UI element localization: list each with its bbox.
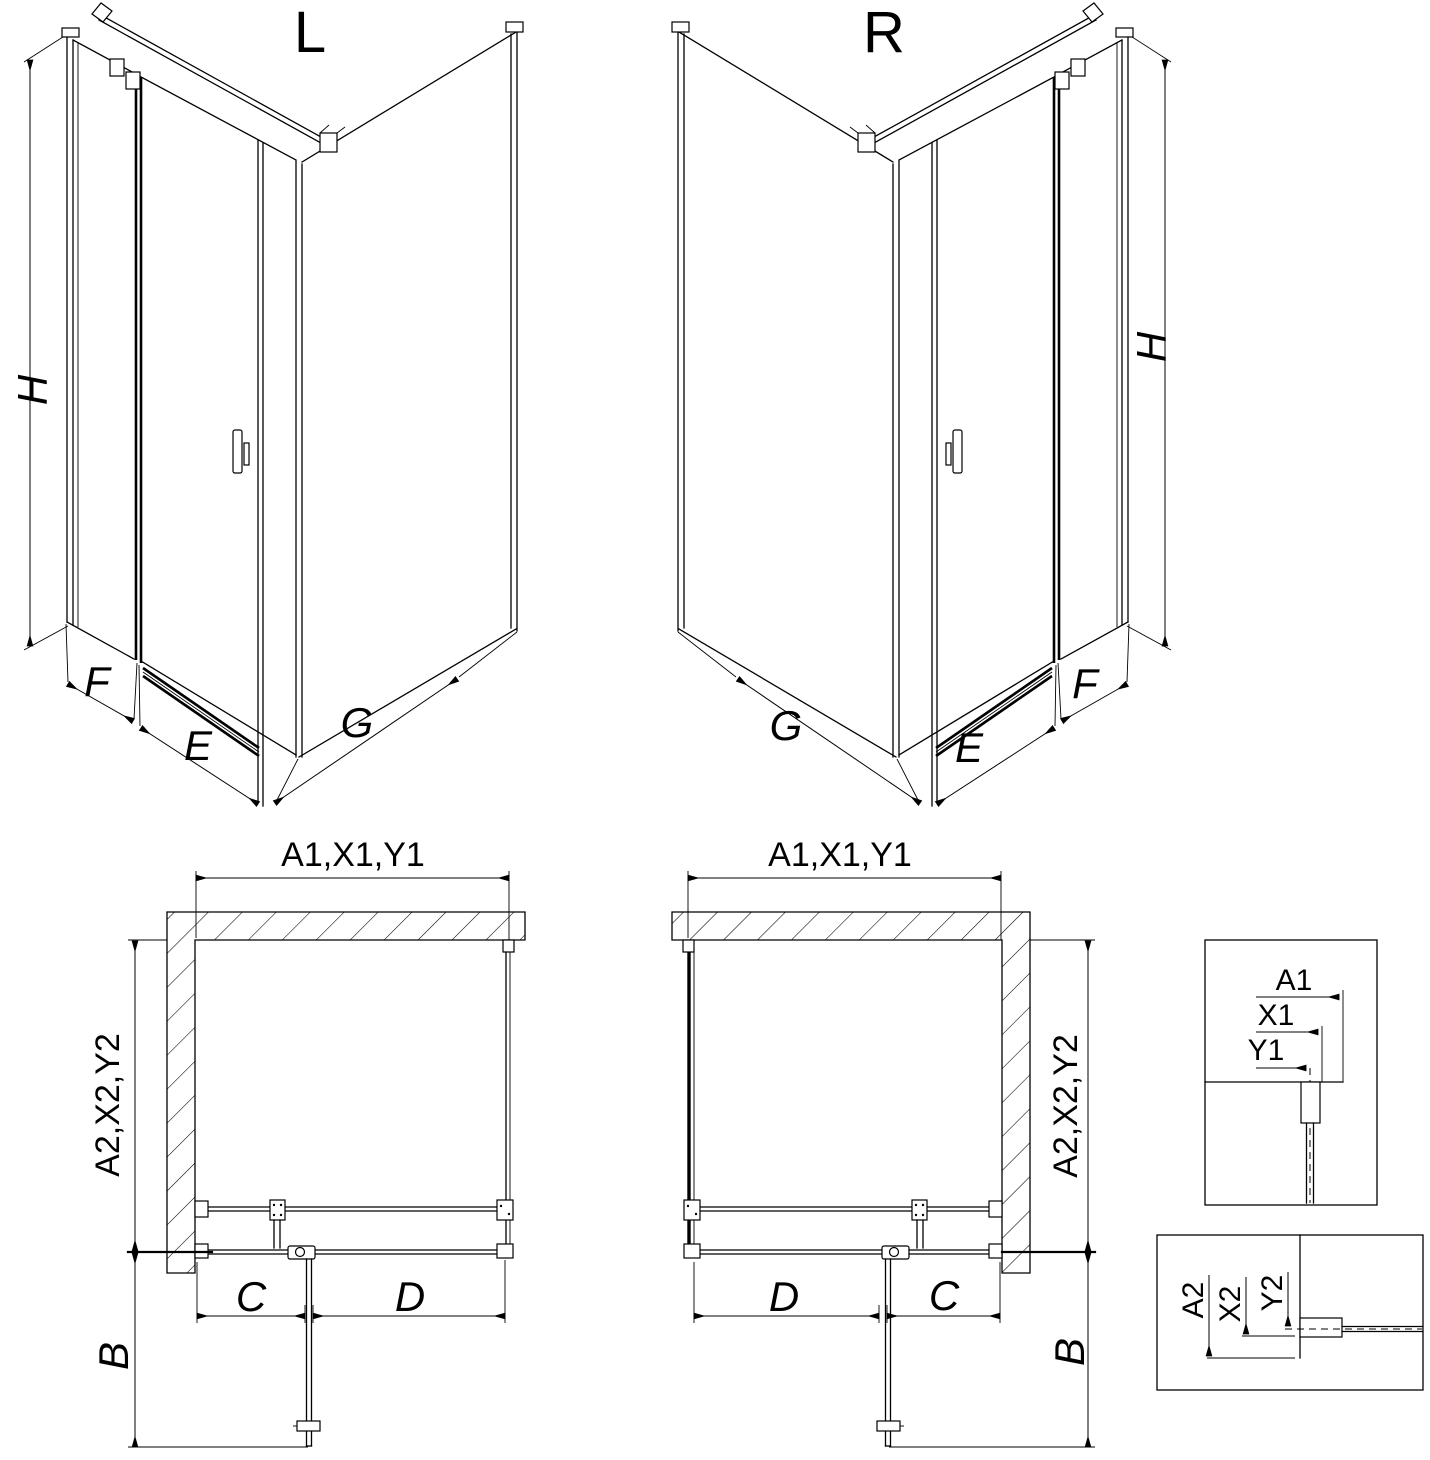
detail-label-y1: Y1 bbox=[1247, 1034, 1285, 1067]
door-pivot-left bbox=[296, 1248, 305, 1257]
wall-section-right bbox=[672, 912, 1030, 1273]
detail-label-x1: X1 bbox=[1257, 999, 1295, 1032]
dim-label-return-left: G bbox=[340, 699, 374, 746]
dim-label-fixed-width-left: C bbox=[235, 1273, 267, 1320]
door-handle-left bbox=[297, 1421, 320, 1431]
dim-label-fixed-width-right: C bbox=[928, 1272, 960, 1319]
iso-view-left bbox=[9, 0, 523, 806]
detail-label-y2: Y2 bbox=[1256, 1274, 1289, 1312]
wall-section-left bbox=[167, 912, 525, 1273]
dim-label-height-left: H bbox=[9, 374, 56, 406]
detail-label-a1: A1 bbox=[1275, 964, 1313, 997]
dim-label-door-width-left: D bbox=[394, 1273, 426, 1320]
plan-view-left bbox=[89, 836, 525, 1447]
detail-a1-x1-y1 bbox=[1205, 940, 1377, 1205]
detail-label-a2: A2 bbox=[1177, 1281, 1210, 1319]
dim-label-door-width-right: D bbox=[768, 1273, 800, 1320]
dim-label-door-open-right: B bbox=[1046, 1337, 1093, 1367]
iso-view-right bbox=[672, 0, 1175, 806]
dim-label-door-left: E bbox=[183, 722, 213, 769]
dim-label-side-right: F bbox=[1072, 660, 1098, 707]
detail-a2-x2-y2 bbox=[1157, 1235, 1423, 1390]
door-handle-right bbox=[877, 1421, 900, 1431]
view-title-right: R bbox=[863, 0, 905, 65]
dim-label-side-plan-left: A2,X2,Y2 bbox=[89, 1033, 127, 1177]
dim-label-door-open-left: B bbox=[90, 1341, 137, 1371]
door-pivot-right bbox=[890, 1248, 899, 1257]
view-title-left: L bbox=[293, 0, 327, 65]
dim-label-height-right: H bbox=[1128, 331, 1175, 363]
dim-label-top-plan-left: A1,X1,Y1 bbox=[281, 836, 425, 874]
dim-label-side-left: F bbox=[84, 658, 110, 705]
dim-label-top-plan-right: A1,X1,Y1 bbox=[768, 836, 912, 874]
dim-label-side-plan-right: A2,X2,Y2 bbox=[1047, 1034, 1085, 1178]
dim-label-return-right: G bbox=[769, 702, 803, 749]
dim-label-door-right: E bbox=[954, 724, 984, 771]
plan-view-right bbox=[672, 836, 1095, 1447]
detail-label-x2: X2 bbox=[1214, 1285, 1247, 1323]
